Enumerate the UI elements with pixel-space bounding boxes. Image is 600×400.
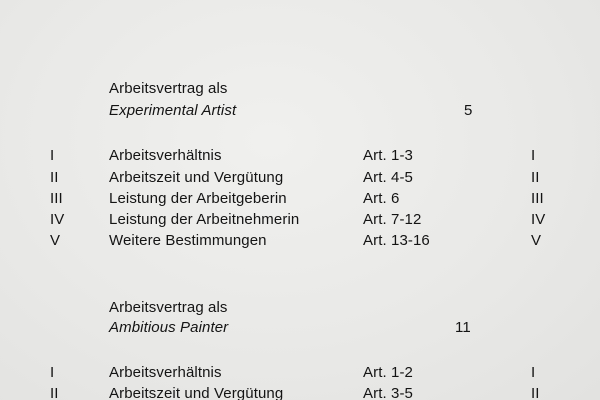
roman-numeral-right: II bbox=[531, 385, 540, 400]
roman-numeral-left: V bbox=[50, 232, 61, 249]
roman-numeral-right: I bbox=[531, 364, 536, 381]
chapter-label: Leistung der Arbeitgeberin bbox=[109, 190, 287, 207]
chapter-label: Weitere Bestimmungen bbox=[109, 232, 267, 249]
section-heading: Arbeitsvertrag als bbox=[109, 80, 228, 97]
section-page-number: 11 bbox=[455, 319, 471, 336]
chapter-label: Arbeitsverhältnis bbox=[109, 364, 222, 381]
article-range: Art. 1-3 bbox=[363, 147, 413, 164]
section-role-title: Experimental Artist bbox=[109, 102, 237, 119]
roman-numeral-left: III bbox=[50, 190, 63, 207]
article-range: Art. 13-16 bbox=[363, 232, 430, 249]
roman-numeral-left: I bbox=[50, 364, 55, 381]
roman-numeral-right: II bbox=[531, 169, 540, 186]
article-range: Art. 1-2 bbox=[363, 364, 413, 381]
roman-numeral-left: II bbox=[50, 385, 59, 400]
roman-numeral-right: V bbox=[531, 232, 542, 249]
article-range: Art. 6 bbox=[363, 190, 400, 207]
chapter-label: Leistung der Arbeitnehmerin bbox=[109, 211, 300, 228]
section-role-title: Ambitious Painter bbox=[109, 319, 229, 336]
roman-numeral-left: I bbox=[50, 147, 55, 164]
article-range: Art. 3-5 bbox=[363, 385, 413, 400]
article-range: Art. 7-12 bbox=[363, 211, 422, 228]
section-heading: Arbeitsvertrag als bbox=[109, 299, 228, 316]
roman-numeral-right: I bbox=[531, 147, 536, 164]
roman-numeral-right: III bbox=[531, 190, 544, 207]
roman-numeral-right: IV bbox=[531, 211, 546, 228]
section-page-number: 5 bbox=[464, 102, 473, 119]
chapter-label: Arbeitszeit und Vergütung bbox=[109, 385, 284, 400]
roman-numeral-left: II bbox=[50, 169, 59, 186]
roman-numeral-left: IV bbox=[50, 211, 65, 228]
chapter-label: Arbeitszeit und Vergütung bbox=[109, 169, 284, 186]
article-range: Art. 4-5 bbox=[363, 169, 413, 186]
chapter-label: Arbeitsverhältnis bbox=[109, 147, 222, 164]
